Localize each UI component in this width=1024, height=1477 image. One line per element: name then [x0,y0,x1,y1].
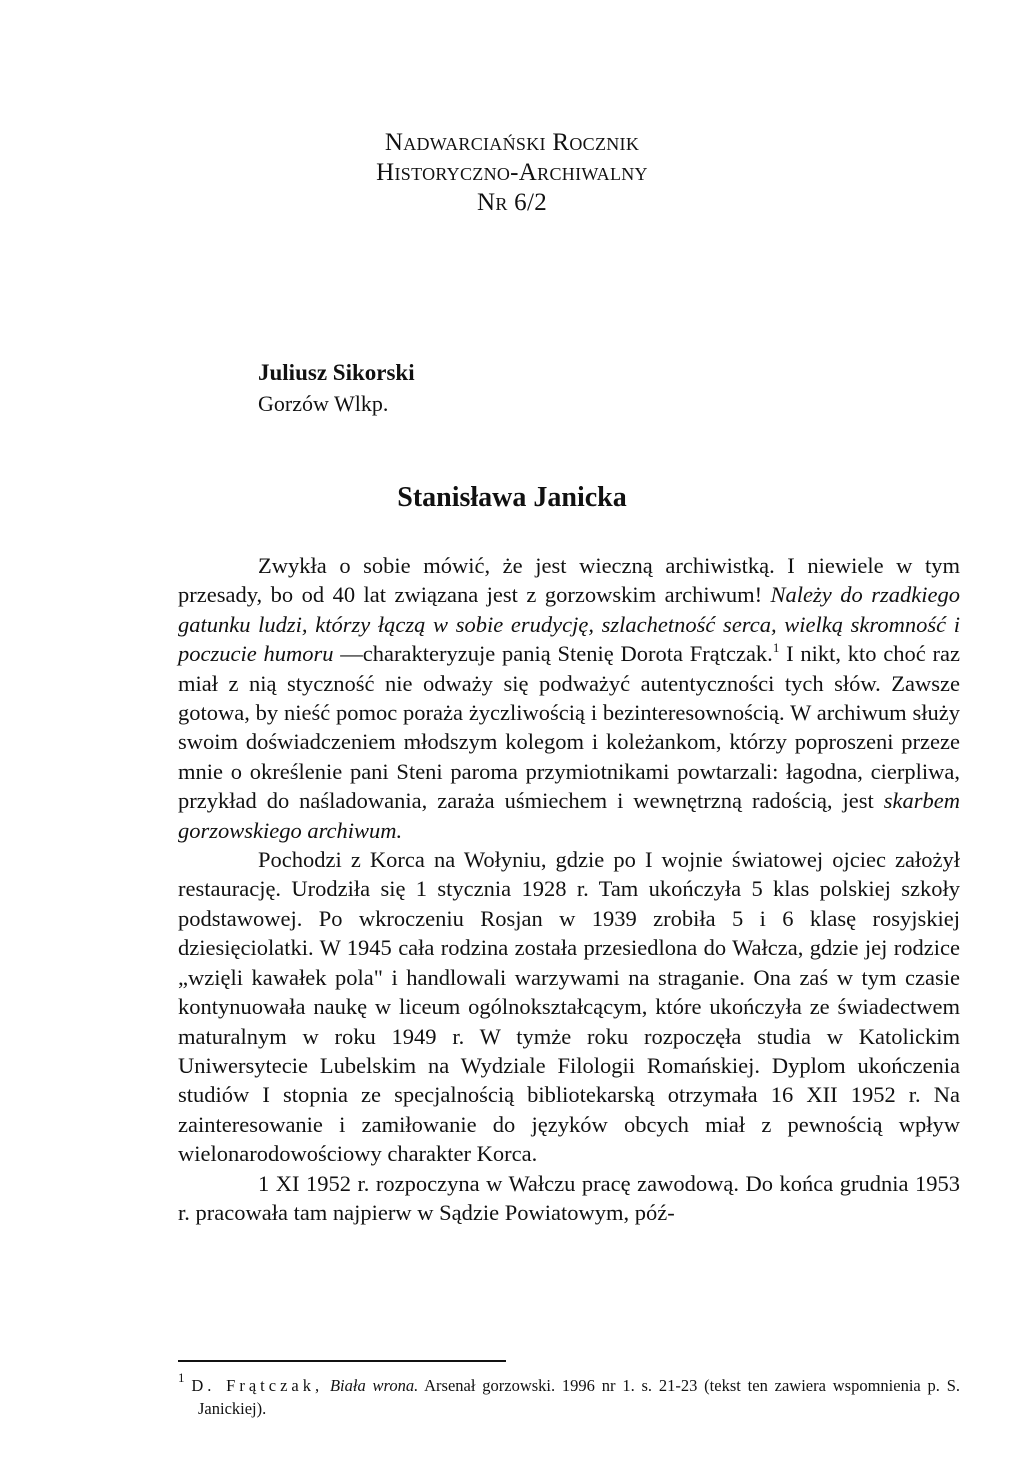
footnote [178,1370,961,1420]
paragraph-2: Pochodzi z Korca na Wołyniu, gdzie po I wojnie światowej ojciec założył restaurację. Urodziła się 1 stycznia 1928 r. Tam ukończyła 5 klas polskiej szkoły podstawowej. Po wkroczeniu Rosjan w 1939 zrobiła 5 i 6 klasę rosyjskiej dziesięciolatki. W 1945 cała rodzina została przesiedlona do Wałcza, gdzie jej rodzice „wzięli kawałek pola" i handlowali warzywami na straganie. Ona zaś w tym czasie kontynuowała naukę w liceum ogólnokształcącym, które ukończyła ze świadectwem maturalnym w roku 1949 r. W tymże roku rozpoczęła studia w Katolickim Uniwersytecie Lubelskim na Wydziale Filologii Romańskiej. Dyplom ukończenia studiów I stopnia ze specjalnością bibliotekarską otrzymała 16 XII 1952 r. Na zainteresowanie i zamiłowanie do języków obcych miał z pewnością wpływ wielonarodowościowy charakter Korca. [178,847,960,1167]
author-name: Juliusz Sikorski [258,360,415,385]
article-body [178,551,960,1227]
footnote-title: Biała wrona. [329,1376,419,1395]
journal-title-line-2: Historyczno-Archiwalny [376,159,648,186]
footnote-details: Arsenał gorzowski. 1996 nr 1. s. 21-23 (tekst ten zawiera wspomnienia p. S. Janickiej). [198,1376,961,1418]
footnote-reference: 1 [772,640,780,656]
footnote-number: 1 [178,1370,185,1385]
paragraph-1-text-a: Zwykła o sobie mówić, że jest wieczną archiwistką. I niewiele w tym przesady, bo od 40 lat związana jest z gorzowskim archiwum! [178,553,960,608]
footnote-entry [178,1370,961,1420]
paragraph-1-italic-ending: skarbem gorzowskiego archiwum. [178,788,960,843]
article-title: Stanisława Janicka [397,482,627,513]
author-block [258,357,415,419]
journal-title-line-1: Nadwarciański Rocznik [384,129,640,156]
footnote-author: D. Frątczak, [191,1376,324,1395]
journal-issue-number: Nr 6/2 [476,189,548,216]
paragraph-3: 1 XI 1952 r. rozpoczyna w Wałczu pracę zawodową. Do końca grudnia 1953 r. pracowała tam najpierw w Sądzie Powiatowym, póź- [178,1170,960,1225]
paragraph-1-text-c: I nikt, kto choć raz miał z nią styczność nie odważy się podważyć autentyczności tych słów. Zawsze gotowa, by nieść pomoc poraża życzliwością i bezinteresownością. W archiwum służy swoim doświadczeniem młodszym kolegom i koleżankom, którzy poproszeni przeze mnie o określenie pani Steni paroma przymiotnikami powtarzali: łagodna, cierpliwa, przykład do naśladowania, zaraża uśmiechem i wewnętrzną radością, jest [178,641,960,814]
author-place: Gorzów Wlkp. [258,391,389,416]
paragraph-1 [178,551,960,845]
journal-header [0,128,1024,218]
quote-text: Należy do rzadkiego gatunku ludzi, którzy łączą w sobie erudycję, szlachetność serca, wielką skromność i poczucie humoru [178,582,960,667]
footnote-divider [178,1360,506,1362]
paragraph-1-text-b: —charakteryzuje panią Stenię Dorota Frątczak. [333,641,773,667]
